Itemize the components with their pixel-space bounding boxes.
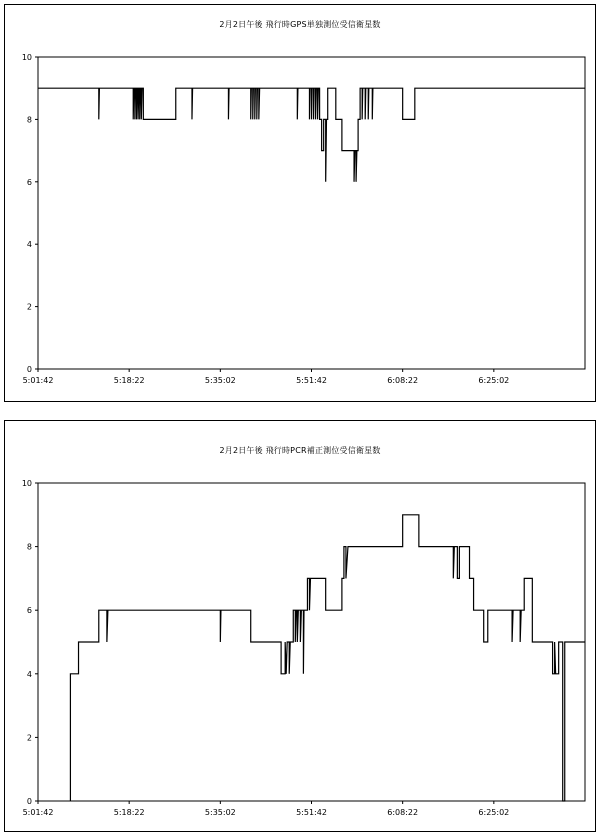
x-tick-label: 5:18:22 (113, 376, 145, 385)
y-tick-label: 8 (26, 115, 32, 125)
y-tick-label: 4 (26, 240, 32, 250)
series-line (38, 88, 585, 182)
x-tick-label: 6:08:22 (387, 808, 419, 817)
x-tick-label: 6:25:02 (478, 808, 510, 817)
y-tick-label: 10 (21, 53, 32, 62)
y-tick-label: 10 (21, 479, 32, 488)
pcr-satellite-count-chart (5, 421, 597, 833)
chart-title: 2月2日午後 飛行時GPS単独測位受信衛星数 (219, 20, 381, 29)
y-tick-label: 4 (26, 669, 32, 679)
y-tick-label: 2 (26, 302, 32, 312)
chart-title: 2月2日午後 飛行時PCR補正測位受信衛星数 (219, 446, 381, 455)
x-tick-label: 6:08:22 (387, 376, 419, 385)
y-tick-label: 8 (26, 542, 32, 552)
x-tick-label: 5:01:42 (22, 376, 54, 385)
y-tick-label: 2 (26, 733, 32, 743)
y-tick-label: 6 (26, 606, 32, 616)
series-line (70, 515, 585, 801)
x-tick-label: 5:51:42 (296, 808, 327, 817)
y-tick-label: 0 (26, 365, 32, 374)
x-tick-label: 5:35:02 (204, 376, 236, 385)
plot-area-frame (38, 483, 585, 801)
y-tick-label: 6 (26, 177, 32, 187)
gps-chart-panel (4, 4, 596, 402)
x-tick-label: 5:01:42 (22, 808, 54, 817)
x-tick-label: 5:51:42 (296, 376, 327, 385)
x-tick-label: 5:18:22 (113, 808, 145, 817)
y-tick-label: 0 (26, 797, 32, 806)
gps-satellite-count-chart (5, 5, 597, 403)
x-tick-label: 6:25:02 (478, 376, 510, 385)
x-tick-label: 5:35:02 (204, 808, 236, 817)
pcr-chart-panel (4, 420, 596, 832)
